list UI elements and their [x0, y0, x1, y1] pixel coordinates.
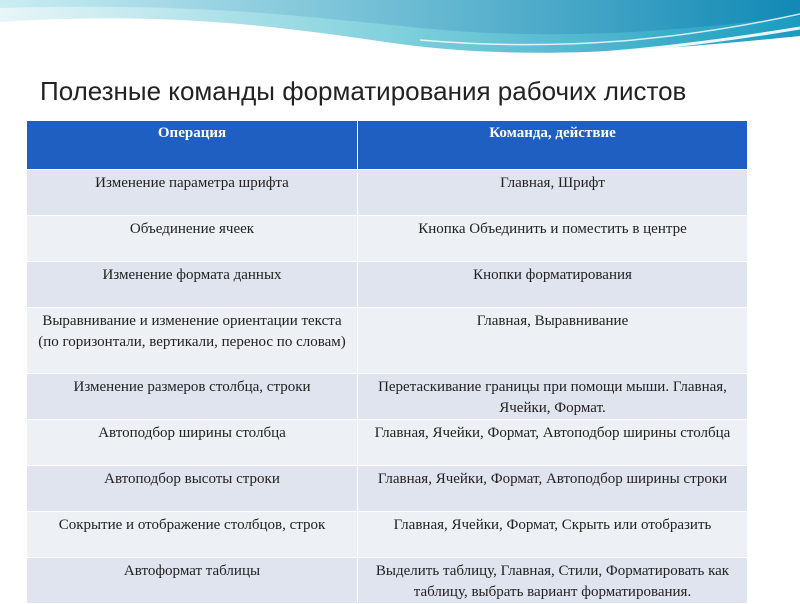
table-row [27, 420, 748, 466]
operation-cell: Автоподбор ширины столбца [27, 420, 358, 466]
table-row [27, 466, 748, 512]
command-cell: Главная, Шрифт [358, 170, 748, 216]
command-cell: Главная, Выравнивание [358, 308, 748, 374]
table-row [27, 216, 748, 262]
header-wave-banner [0, 0, 800, 70]
table-row [27, 170, 748, 216]
command-cell: Главная, Ячейки, Формат, Автоподбор ширины строки [358, 466, 748, 512]
command-cell: Кнопки форматирования [358, 262, 748, 308]
command-cell: Кнопка Объединить и поместить в центре [358, 216, 748, 262]
table-row [27, 374, 748, 420]
operation-cell: Изменение формата данных [27, 262, 358, 308]
table-header-row [27, 121, 748, 170]
table-row [27, 558, 748, 604]
commands-table [26, 120, 748, 604]
command-cell: Главная, Ячейки, Формат, Автоподбор ширины столбца [358, 420, 748, 466]
operation-cell: Автоподбор высоты строки [27, 466, 358, 512]
operation-cell: Изменение параметра шрифта [27, 170, 358, 216]
table-row [27, 262, 748, 308]
command-cell: Перетаскивание границы при помощи мыши. Главная, Ячейки, Формат. [358, 374, 748, 420]
column-header-operation: Операция [27, 121, 358, 170]
table-row [27, 512, 748, 558]
column-header-command: Команда, действие [358, 121, 748, 170]
command-cell: Выделить таблицу, Главная, Стили, Форматировать как таблицу, выбрать вариант форматирования. [358, 558, 748, 604]
operation-cell: Выравнивание и изменение ориентации текста (по горизонтали, вертикали, перенос по словам) [27, 308, 358, 374]
operation-cell: Объединение ячеек [27, 216, 358, 262]
table-row [27, 308, 748, 374]
operation-cell: Сокрытие и отображение столбцов, строк [27, 512, 358, 558]
operation-cell: Автоформат таблицы [27, 558, 358, 604]
command-cell: Главная, Ячейки, Формат, Скрыть или отобразить [358, 512, 748, 558]
operation-cell: Изменение размеров столбца, строки [27, 374, 358, 420]
slide-title: Полезные команды форматирования рабочих листов [40, 76, 687, 106]
